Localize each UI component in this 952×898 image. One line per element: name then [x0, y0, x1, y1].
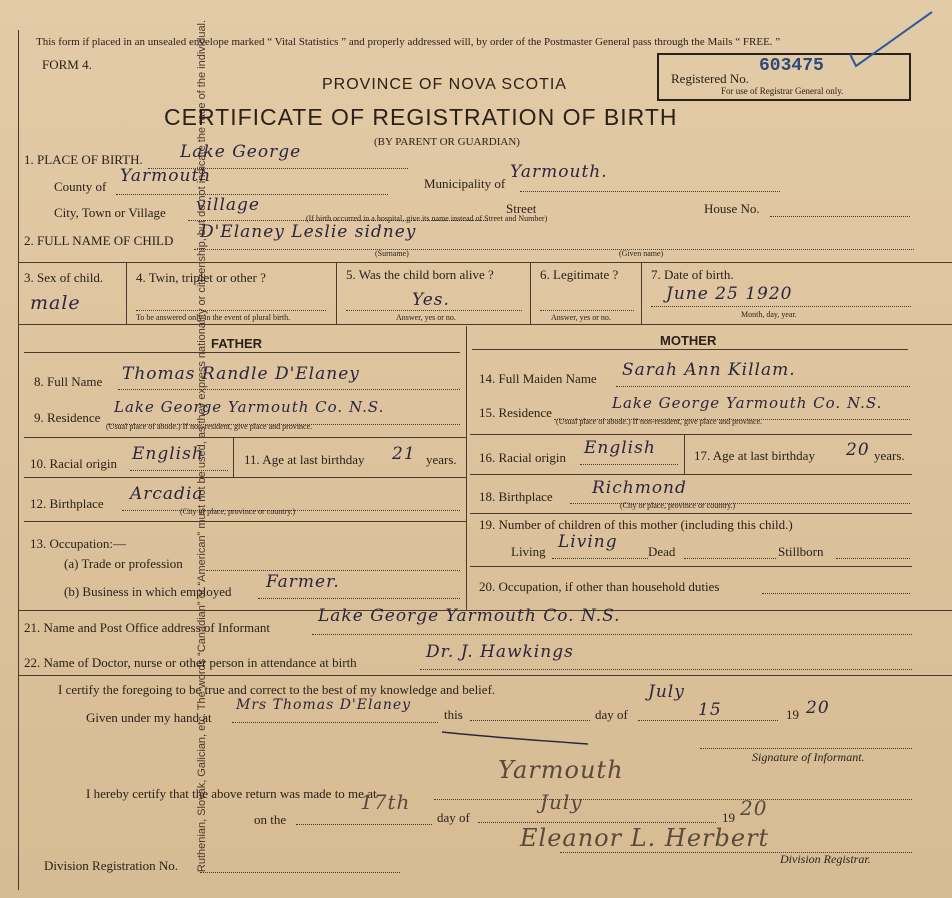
doctor-value: Dr. J. Hawkings — [426, 642, 574, 662]
registered-number: 603475 — [759, 56, 824, 76]
registrar-month-line — [478, 822, 716, 823]
father-racial-line — [130, 470, 228, 471]
mother-years-label: years. — [874, 448, 905, 463]
mother-residence-note: (Usual place of abode.) If non-resident, give place and province. — [556, 417, 763, 426]
father-rule-3 — [24, 521, 466, 522]
hospital-note: (If birth occurred in a hospital, give its name instead of Street and Number) — [306, 214, 548, 223]
mother-name-value: Sarah Ann Killam. — [622, 360, 796, 380]
on-the-line — [296, 824, 432, 825]
registrar-use-note: For use of Registrar General only. — [721, 86, 844, 96]
living-line — [552, 558, 648, 559]
mother-birthplace-value: Richmond — [592, 478, 687, 498]
place-of-birth-label: 1. PLACE OF BIRTH. — [24, 152, 143, 167]
child-name-label: 2. FULL NAME OF CHILD — [24, 233, 174, 248]
registrar-year-value: 20 — [740, 796, 768, 820]
legitimate-label: 6. Legitimate ? — [540, 267, 619, 282]
registrar-place-line — [434, 799, 912, 800]
county-value: Yarmouth — [120, 166, 212, 186]
born-alive-line — [346, 310, 522, 311]
father-business-label: (b) Business in which employed — [64, 584, 232, 599]
mother-birthplace-note: (City or place, province or country.) — [620, 501, 736, 510]
rule-bottom-child-details — [18, 324, 952, 325]
dob-line — [651, 306, 911, 307]
mother-rule-2 — [470, 474, 912, 475]
mother-rule-4 — [470, 566, 912, 567]
sex-label: 3. Sex of child. — [24, 270, 104, 285]
municipality-label: Municipality of — [424, 176, 506, 191]
father-occupation-label: 13. Occupation:— — [30, 536, 127, 551]
this-line — [470, 720, 590, 721]
informant-signature-line — [700, 748, 912, 749]
sex-value: male — [30, 292, 81, 314]
father-heading: FATHER — [211, 336, 263, 351]
certificate-subtitle: (BY PARENT OR GUARDIAN) — [374, 136, 520, 148]
dead-label: Dead — [648, 544, 676, 559]
father-residence-label: 9. Residence — [34, 410, 101, 425]
place-of-birth-value: Lake George — [180, 142, 302, 162]
mother-rule-1 — [470, 434, 912, 435]
father-business-line — [258, 598, 460, 599]
registrar-day-of-label: day of — [437, 810, 470, 825]
dob-label: 7. Date of birth. — [651, 267, 734, 282]
county-label: County of — [54, 179, 107, 194]
given-under-value: Mrs Thomas D'Elaney — [236, 697, 412, 713]
mother-children-label: 19. Number of children of this mother (including this child.) — [479, 517, 793, 532]
certificate-title: CERTIFICATE OF REGISTRATION OF BIRTH — [164, 104, 678, 130]
province-heading: PROVINCE OF NOVA SCOTIA — [322, 76, 567, 93]
municipality-line — [520, 191, 780, 192]
mother-racial-line — [580, 464, 678, 465]
mother-occupation-line — [762, 593, 910, 594]
informant-value: Lake George Yarmouth Co. N.S. — [318, 606, 621, 626]
registrar-month-value: July — [540, 790, 583, 814]
postal-notice: This form if placed in an unsealed envelope marked “ Vital Statistics ” and properly addressed will, by order of the Postmaster General pass through the Mails “ FREE. ” — [36, 36, 781, 48]
father-rule-2 — [24, 477, 466, 478]
mother-residence-label: 15. Residence — [479, 405, 552, 420]
father-residence-note: (Usual place of abode.) If non-resident, give place and province. — [106, 422, 313, 431]
division-registrar-label: Division Registrar. — [780, 852, 871, 866]
registrar-day-value: 17th — [360, 790, 411, 814]
cert-month-value: July — [648, 682, 685, 702]
house-no-label: House No. — [704, 201, 760, 216]
cert-day-value: 15 — [698, 700, 722, 720]
informant-signature-label: Signature of Informant. — [752, 750, 865, 764]
surname-note: (Surname) — [375, 249, 409, 258]
twin-note: To be answered only in the event of plural birth. — [136, 313, 291, 322]
twin-label: 4. Twin, triplet or other ? — [136, 270, 266, 285]
father-racial-age-divider — [233, 437, 234, 477]
cert-year-prefix: 19 — [786, 707, 799, 722]
city-label: City, Town or Village — [54, 205, 166, 220]
legitimate-line — [540, 310, 634, 311]
father-age-label: 11. Age at last birthday — [244, 452, 365, 467]
mother-name-line — [616, 386, 910, 387]
side-instruction-text: Ruthenian, Slovak, Galician, etc. The words “Canadian” or “American” must not be used, as they express nationality or citizenship, but do not indicate the race of the individual. — [196, 19, 208, 873]
informant-signature-flourish — [440, 728, 590, 748]
dob-value: June 25 1920 — [666, 284, 793, 304]
blue-check-mark — [846, 10, 936, 70]
child-name-value: D'Elaney Leslie sidney — [200, 222, 417, 242]
divider-twin — [336, 262, 337, 324]
father-heading-rule — [24, 352, 460, 353]
rule-above-certification — [18, 675, 952, 676]
mother-heading: MOTHER — [660, 333, 717, 348]
father-trade-line — [206, 570, 460, 571]
father-age-value: 21 — [392, 444, 416, 464]
father-years-label: years. — [426, 452, 457, 467]
municipality-value: Yarmouth. — [510, 162, 608, 182]
informant-line — [312, 634, 912, 635]
mother-name-label: 14. Full Maiden Name — [479, 371, 597, 386]
doctor-line — [420, 669, 912, 670]
mother-birthplace-label: 18. Birthplace — [479, 489, 553, 504]
twin-line — [136, 310, 326, 311]
mother-racial-label: 16. Racial origin — [479, 450, 567, 465]
on-the-label: on the — [254, 812, 287, 827]
born-alive-note: Answer, yes or no. — [396, 313, 456, 322]
father-racial-value: English — [132, 444, 204, 464]
father-rule-1 — [24, 437, 466, 438]
born-alive-label: 5. Was the child born alive ? — [346, 267, 494, 282]
informant-label: 21. Name and Post Office address of Informant — [24, 620, 270, 635]
division-registration-label: Division Registration No. — [44, 858, 178, 873]
mother-age-value: 20 — [846, 440, 870, 460]
form-number: FORM 4. — [42, 57, 92, 72]
father-residence-value: Lake George Yarmouth Co. N.S. — [114, 398, 385, 416]
day-of-label: day of — [595, 707, 628, 722]
father-trade-label: (a) Trade or profession — [64, 556, 183, 571]
father-racial-label: 10. Racial origin — [30, 456, 118, 471]
father-mother-divider — [466, 326, 467, 610]
mother-age-label: 17. Age at last birthday — [694, 448, 815, 463]
divider-legit — [641, 262, 642, 324]
registrar-place-value: Yarmouth — [498, 756, 624, 784]
divider-sex — [126, 262, 127, 324]
mother-racial-value: English — [584, 438, 656, 458]
registered-label: Registered No. — [671, 71, 749, 86]
doctor-label: 22. Name of Doctor, nurse or other person in attendance at birth — [24, 655, 357, 670]
mother-racial-age-divider — [684, 434, 685, 474]
registrar-year-prefix: 19 — [722, 810, 735, 825]
mother-heading-rule — [472, 349, 908, 350]
stillborn-label: Stillborn — [778, 544, 824, 559]
living-label: Living — [511, 544, 546, 559]
father-business-value: Farmer. — [266, 572, 340, 592]
dead-line — [684, 558, 776, 559]
registrar-certify-text: I hereby certify that the above return was made to me at — [86, 786, 377, 801]
cert-year-value: 20 — [806, 698, 830, 718]
city-value: village — [196, 195, 260, 215]
born-alive-value: Yes. — [412, 290, 450, 310]
this-label: this — [444, 707, 463, 722]
dob-note: Month, day, year. — [741, 310, 797, 319]
day-of-line — [638, 720, 778, 721]
registrar-signature: Eleanor L. Herbert — [520, 824, 770, 852]
father-name-label: 8. Full Name — [34, 374, 103, 389]
rule-top-child-details — [18, 262, 952, 263]
father-birthplace-note: (City or place, province or country.) — [180, 507, 296, 516]
given-under-label: Given under my hand at — [86, 710, 212, 725]
mother-occupation-label: 20. Occupation, if other than household duties — [479, 579, 720, 594]
father-birthplace-label: 12. Birthplace — [30, 496, 104, 511]
mother-residence-value: Lake George Yarmouth Co. N.S. — [612, 394, 883, 412]
father-name-line — [118, 389, 460, 390]
given-name-note: (Given name) — [619, 249, 664, 258]
father-name-value: Thomas Randle D'Elaney — [122, 364, 360, 384]
stillborn-line — [836, 558, 910, 559]
division-registration-line — [200, 872, 400, 873]
living-value: Living — [558, 532, 618, 552]
divider-alive — [530, 262, 531, 324]
left-margin-rule — [18, 30, 19, 890]
child-name-line — [194, 249, 914, 250]
father-birthplace-value: Arcadia — [130, 484, 204, 504]
legitimate-note: Answer, yes or no. — [551, 313, 611, 322]
house-no-line — [770, 216, 910, 217]
given-under-line — [232, 722, 438, 723]
mother-rule-3 — [470, 513, 912, 514]
certify-text: I certify the foregoing to be true and correct to the best of my knowledge and belief. — [58, 682, 496, 697]
street-label: Street — [506, 201, 537, 216]
